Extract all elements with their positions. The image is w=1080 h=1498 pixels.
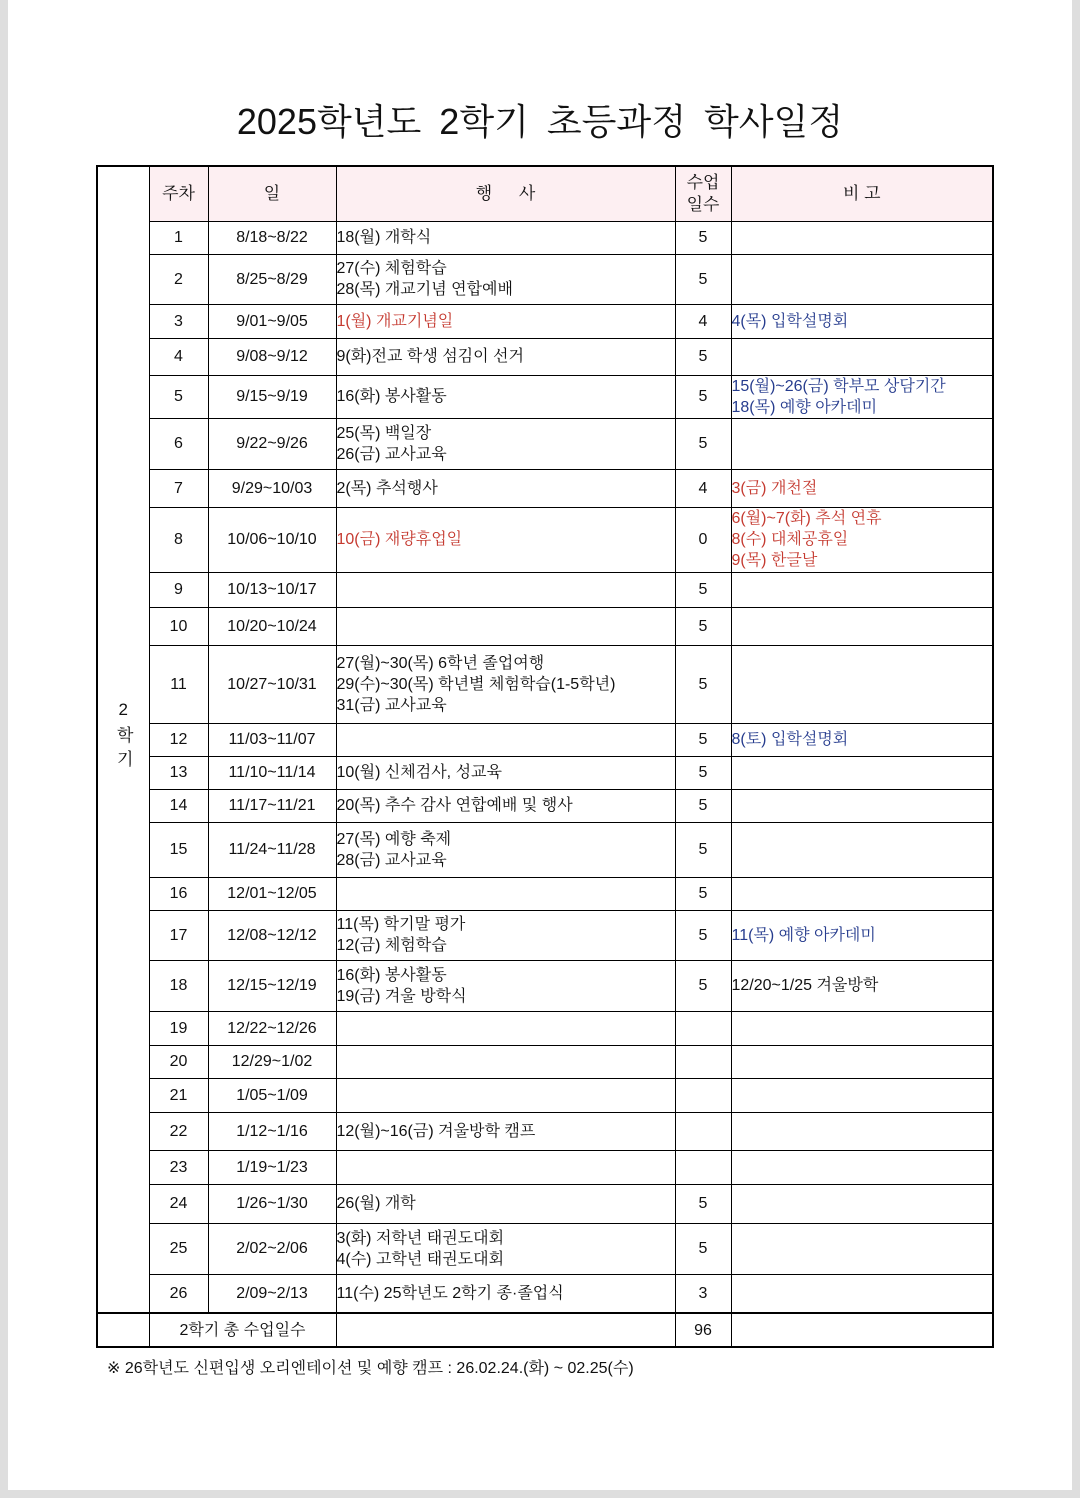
event-line: 16(화) 봉사활동 xyxy=(336,966,447,984)
header-event: 행 사 xyxy=(336,166,675,221)
week-events xyxy=(336,507,675,572)
week-number: 8 xyxy=(149,507,208,572)
week-events xyxy=(336,756,675,789)
week-number: 11 xyxy=(149,645,208,723)
schedule-table xyxy=(96,165,994,1348)
week-notes xyxy=(731,789,993,822)
page-title: 2025학년도 2학기 초등과정 학사일정 xyxy=(236,101,844,142)
week-notes xyxy=(731,1274,993,1313)
week-dates: 10/13~10/17 xyxy=(208,572,336,607)
week-notes xyxy=(731,375,993,418)
header-note: 비 고 xyxy=(731,166,993,221)
schedule-row xyxy=(97,723,993,756)
week-notes xyxy=(731,877,993,910)
event-line: 3(화) 저학년 태권도대회 xyxy=(336,1229,505,1247)
schedule-row xyxy=(97,910,993,960)
week-events xyxy=(336,1274,675,1313)
event-line: 10(금) 재량휴업일 xyxy=(336,531,463,548)
header-date: 일 xyxy=(208,166,336,221)
semester-label: 2학기 xyxy=(113,699,133,774)
week-dates: 12/08~12/12 xyxy=(208,910,336,960)
event-line: 26(월) 개학 xyxy=(336,1195,416,1212)
week-notes xyxy=(731,1223,993,1274)
week-number: 7 xyxy=(149,469,208,507)
week-number: 19 xyxy=(149,1011,208,1045)
note-line: 3(금) 개천절 xyxy=(731,479,818,497)
class-days: 5 xyxy=(675,910,731,960)
total-label: 2학기 총 수업일수 xyxy=(149,1313,336,1347)
week-number: 5 xyxy=(149,375,208,418)
class-days: 5 xyxy=(675,1184,731,1223)
schedule-row xyxy=(97,645,993,723)
week-number: 22 xyxy=(149,1112,208,1150)
week-notes xyxy=(731,1112,993,1150)
event-line: 10(월) 신체검사, 성교육 xyxy=(336,764,502,781)
class-days: 4 xyxy=(675,304,731,338)
class-days: 5 xyxy=(675,645,731,723)
week-number: 12 xyxy=(149,723,208,756)
week-events xyxy=(336,375,675,418)
class-days xyxy=(675,1045,731,1078)
week-number: 6 xyxy=(149,418,208,469)
schedule-row xyxy=(97,304,993,338)
schedule-row xyxy=(97,1274,993,1313)
week-number: 1 xyxy=(149,221,208,254)
class-days: 5 xyxy=(675,221,731,254)
schedule-row xyxy=(97,254,993,304)
week-dates: 12/22~12/26 xyxy=(208,1011,336,1045)
week-dates: 12/15~12/19 xyxy=(208,960,336,1011)
class-days: 5 xyxy=(675,338,731,375)
week-dates: 8/18~8/22 xyxy=(208,221,336,254)
note-line: 8(토) 입학설명회 xyxy=(731,731,849,748)
week-events xyxy=(336,910,675,960)
class-days: 5 xyxy=(675,877,731,910)
week-dates: 1/05~1/09 xyxy=(208,1078,336,1112)
week-notes xyxy=(731,572,993,607)
event-line: 29(수)~30(목) 학년별 체험학습(1-5학년) xyxy=(336,675,616,693)
event-line: 20(목) 추수 감사 연합예배 및 행사 xyxy=(336,797,573,814)
week-notes xyxy=(731,469,993,507)
schedule-row xyxy=(97,1112,993,1150)
week-notes xyxy=(731,960,993,1011)
schedule-row xyxy=(97,1078,993,1112)
week-events xyxy=(336,723,675,756)
week-notes xyxy=(731,1150,993,1184)
week-dates: 11/17~11/21 xyxy=(208,789,336,822)
event-line: 31(금) 교사교육 xyxy=(336,696,447,714)
schedule-row xyxy=(97,507,993,572)
note-line: 15(월)~26(금) 학부모 상담기간 xyxy=(731,377,946,395)
week-events xyxy=(336,469,675,507)
week-dates: 1/19~1/23 xyxy=(208,1150,336,1184)
schedule-row xyxy=(97,1045,993,1078)
week-events xyxy=(336,1011,675,1045)
week-dates: 10/27~10/31 xyxy=(208,645,336,723)
event-line: 19(금) 겨울 방학식 xyxy=(336,987,467,1005)
week-events xyxy=(336,877,675,910)
week-number: 10 xyxy=(149,607,208,645)
event-line: 28(목) 개교기념 연합예배 xyxy=(336,281,513,298)
event-line: 9(화)전교 학생 섬김이 선거 xyxy=(336,348,524,365)
class-days: 3 xyxy=(675,1274,731,1313)
week-notes xyxy=(731,418,993,469)
class-days: 5 xyxy=(675,960,731,1011)
week-events xyxy=(336,338,675,375)
week-dates: 9/22~9/26 xyxy=(208,418,336,469)
note-line: 4(목) 입학설명회 xyxy=(731,312,849,330)
week-number: 15 xyxy=(149,822,208,877)
week-events xyxy=(336,572,675,607)
week-dates: 9/15~9/19 xyxy=(208,375,336,418)
week-notes xyxy=(731,822,993,877)
week-notes xyxy=(731,756,993,789)
event-line: 4(수) 고학년 태권도대회 xyxy=(336,1250,505,1268)
week-events xyxy=(336,1150,675,1184)
class-days: 5 xyxy=(675,723,731,756)
week-number: 2 xyxy=(149,254,208,304)
header-row xyxy=(97,166,993,221)
week-number: 20 xyxy=(149,1045,208,1078)
class-days xyxy=(675,1078,731,1112)
schedule-row xyxy=(97,1223,993,1274)
event-line: 27(목) 예향 축제 xyxy=(336,830,452,848)
class-days: 0 xyxy=(675,507,731,572)
schedule-row xyxy=(97,375,993,418)
week-events xyxy=(336,1184,675,1223)
schedule-row xyxy=(97,607,993,645)
total-event-cell xyxy=(336,1313,675,1347)
week-number: 9 xyxy=(149,572,208,607)
week-events xyxy=(336,960,675,1011)
week-number: 3 xyxy=(149,304,208,338)
class-days xyxy=(675,1112,731,1150)
week-events xyxy=(336,822,675,877)
schedule-row xyxy=(97,418,993,469)
week-notes xyxy=(731,221,993,254)
week-events xyxy=(336,1112,675,1150)
class-days: 5 xyxy=(675,375,731,418)
schedule-row xyxy=(97,1150,993,1184)
week-events xyxy=(336,1223,675,1274)
event-line: 11(목) 학기말 평가 xyxy=(336,916,466,933)
week-notes xyxy=(731,607,993,645)
week-dates: 1/12~1/16 xyxy=(208,1112,336,1150)
event-line: 27(월)~30(목) 6학년 졸업여행 xyxy=(336,654,545,672)
schedule-row xyxy=(97,1011,993,1045)
event-line: 28(금) 교사교육 xyxy=(336,851,447,869)
week-events xyxy=(336,1045,675,1078)
class-days: 5 xyxy=(675,756,731,789)
week-dates: 9/08~9/12 xyxy=(208,338,336,375)
schedule-row xyxy=(97,960,993,1011)
class-days: 5 xyxy=(675,822,731,877)
week-number: 26 xyxy=(149,1274,208,1313)
note-line: 11(목) 예향 아카데미 xyxy=(731,926,876,944)
week-events xyxy=(336,254,675,304)
total-note-cell xyxy=(731,1313,993,1347)
week-dates: 11/03~11/07 xyxy=(208,723,336,756)
week-dates: 12/29~1/02 xyxy=(208,1045,336,1078)
week-number: 24 xyxy=(149,1184,208,1223)
event-line: 26(금) 교사교육 xyxy=(336,445,447,463)
class-days: 5 xyxy=(675,607,731,645)
week-notes xyxy=(731,645,993,723)
week-number: 13 xyxy=(149,756,208,789)
schedule-row xyxy=(97,1184,993,1223)
document-page xyxy=(8,0,1072,1490)
week-dates: 2/02~2/06 xyxy=(208,1223,336,1274)
week-notes xyxy=(731,1011,993,1045)
week-number: 18 xyxy=(149,960,208,1011)
total-row xyxy=(97,1313,993,1347)
week-number: 4 xyxy=(149,338,208,375)
schedule-row xyxy=(97,221,993,254)
note-line: 8(수) 대체공휴일 xyxy=(731,531,849,548)
week-events xyxy=(336,1078,675,1112)
week-dates: 11/10~11/14 xyxy=(208,756,336,789)
event-line: 11(수) 25학년도 2학기 종·졸업식 xyxy=(336,1284,564,1302)
week-dates: 9/29~10/03 xyxy=(208,469,336,507)
note-line: 9(목) 한글날 xyxy=(731,552,818,569)
week-dates: 12/01~12/05 xyxy=(208,877,336,910)
week-number: 23 xyxy=(149,1150,208,1184)
schedule-row xyxy=(97,822,993,877)
week-notes xyxy=(731,254,993,304)
week-number: 16 xyxy=(149,877,208,910)
schedule-row xyxy=(97,338,993,375)
week-events xyxy=(336,418,675,469)
event-line: 2(목) 추석행사 xyxy=(336,479,438,497)
week-notes xyxy=(731,910,993,960)
class-days: 5 xyxy=(675,789,731,822)
note-line: 6(월)~7(화) 추석 연휴 xyxy=(731,510,882,527)
week-number: 14 xyxy=(149,789,208,822)
header-days: 수업 일수 xyxy=(675,166,731,221)
event-line: 1(월) 개교기념일 xyxy=(336,312,454,330)
week-dates: 2/09~2/13 xyxy=(208,1274,336,1313)
week-notes xyxy=(731,338,993,375)
schedule-row xyxy=(97,756,993,789)
class-days: 5 xyxy=(675,572,731,607)
footnote: ※ 26학년도 신편입생 오리엔테이션 및 예향 캠프 : 26.02.24.(화) ~ 02.25(수) xyxy=(107,1360,634,1377)
week-events xyxy=(336,645,675,723)
class-days: 5 xyxy=(675,418,731,469)
event-line: 18(월) 개학식 xyxy=(336,229,432,246)
class-days: 5 xyxy=(675,1223,731,1274)
event-line: 25(목) 백일장 xyxy=(336,424,432,442)
week-dates: 10/20~10/24 xyxy=(208,607,336,645)
schedule-row xyxy=(97,572,993,607)
week-number: 17 xyxy=(149,910,208,960)
week-events xyxy=(336,607,675,645)
total-empty-cell xyxy=(97,1313,149,1347)
schedule-row xyxy=(97,877,993,910)
week-notes xyxy=(731,1045,993,1078)
semester-cell xyxy=(97,166,149,1313)
week-notes xyxy=(731,1078,993,1112)
class-days: 4 xyxy=(675,469,731,507)
class-days: 5 xyxy=(675,254,731,304)
schedule-row xyxy=(97,469,993,507)
week-dates: 11/24~11/28 xyxy=(208,822,336,877)
week-notes xyxy=(731,1184,993,1223)
week-dates: 9/01~9/05 xyxy=(208,304,336,338)
schedule-row xyxy=(97,789,993,822)
class-days xyxy=(675,1011,731,1045)
header-week: 주차 xyxy=(149,166,208,221)
total-days: 96 xyxy=(675,1313,731,1347)
week-number: 25 xyxy=(149,1223,208,1274)
week-number: 21 xyxy=(149,1078,208,1112)
week-events xyxy=(336,304,675,338)
week-notes xyxy=(731,507,993,572)
event-line: 16(화) 봉사활동 xyxy=(336,388,447,405)
week-events xyxy=(336,789,675,822)
week-dates: 10/06~10/10 xyxy=(208,507,336,572)
week-dates: 8/25~8/29 xyxy=(208,254,336,304)
week-events xyxy=(336,221,675,254)
week-notes xyxy=(731,304,993,338)
event-line: 12(월)~16(금) 겨울방학 캠프 xyxy=(336,1122,536,1140)
note-line: 12/20~1/25 겨울방학 xyxy=(731,977,879,994)
note-line: 18(목) 예향 아카데미 xyxy=(731,398,878,416)
week-dates: 1/26~1/30 xyxy=(208,1184,336,1223)
week-notes xyxy=(731,723,993,756)
event-line: 12(금) 체험학습 xyxy=(336,937,447,954)
class-days xyxy=(675,1150,731,1184)
event-line: 27(수) 체험학습 xyxy=(336,260,447,277)
